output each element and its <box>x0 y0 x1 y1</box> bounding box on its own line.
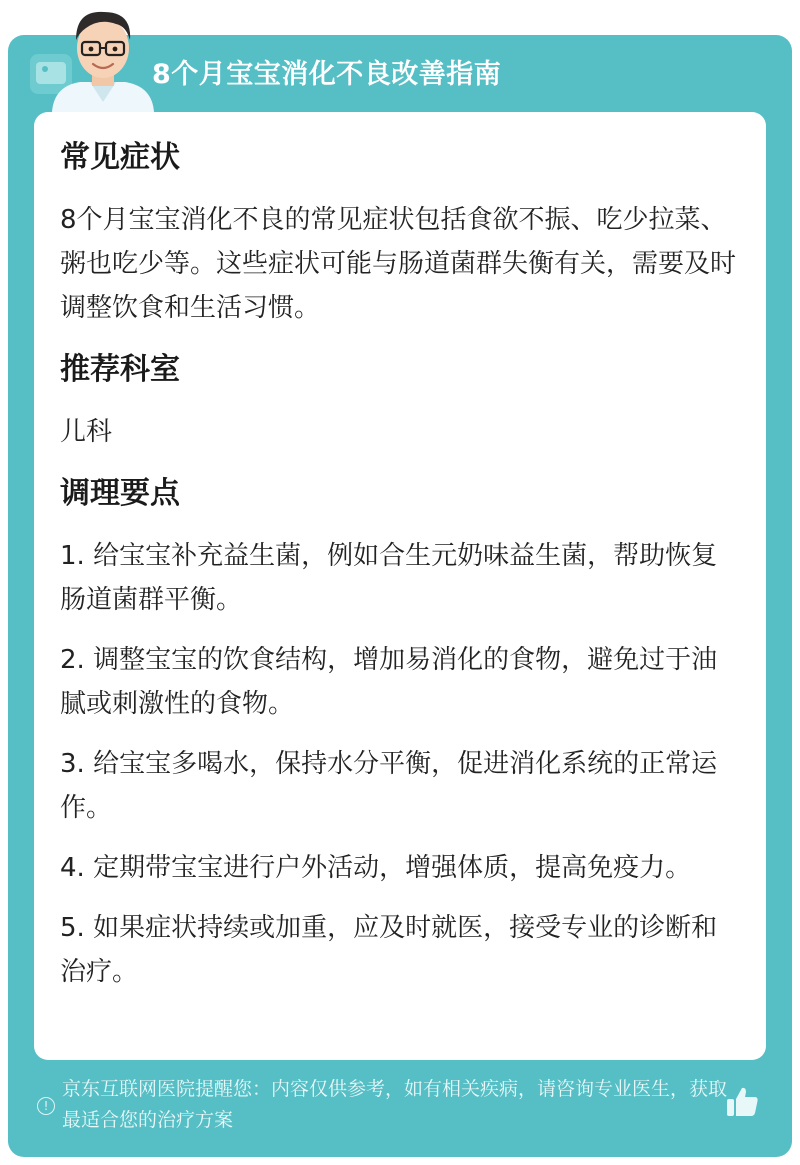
doctor-avatar <box>30 2 170 112</box>
footer-disclaimer: 京东互联网医院提醒您：内容仅供参考，如有相关疾病，请咨询专业医生，获取最适合您的治疗方案 <box>62 1078 728 1131</box>
list-item: 4. 定期带宝宝进行户外活动，增强体质，提高免疫力。 <box>60 853 692 883</box>
thumbs-up-icon[interactable] <box>724 1084 760 1120</box>
list-item: 3. 给宝宝多喝水，保持水分平衡，促进消化系统的正常运作。 <box>60 749 718 823</box>
tips-heading: 调理要点 <box>60 476 180 511</box>
content-card <box>34 112 766 1060</box>
list-item: 5. 如果症状持续或加重，应及时就医，接受专业的诊断和治疗。 <box>60 913 718 987</box>
info-icon: ! <box>37 1097 55 1115</box>
content-body <box>60 138 740 1010</box>
list-item: 1. 给宝宝补充益生菌，例如合生元奶味益生菌，帮助恢复肠道菌群平衡。 <box>60 541 718 615</box>
department-text: 儿科 <box>60 417 113 447</box>
tips-list <box>60 534 740 994</box>
symptoms-text: 8个月宝宝消化不良的常见症状包括食欲不振、吃少拉菜、粥也吃少等。这些症状可能与肠道菌群失衡有关，需要及时调整饮食和生活习惯。 <box>60 205 737 323</box>
symptoms-heading: 常见症状 <box>60 140 180 175</box>
page-title: 8个月宝宝消化不良改善指南 <box>152 59 502 90</box>
department-heading: 推荐科室 <box>60 352 180 387</box>
list-item: 2. 调整宝宝的饮食结构，增加易消化的食物，避免过于油腻或刺激性的食物。 <box>60 645 718 719</box>
